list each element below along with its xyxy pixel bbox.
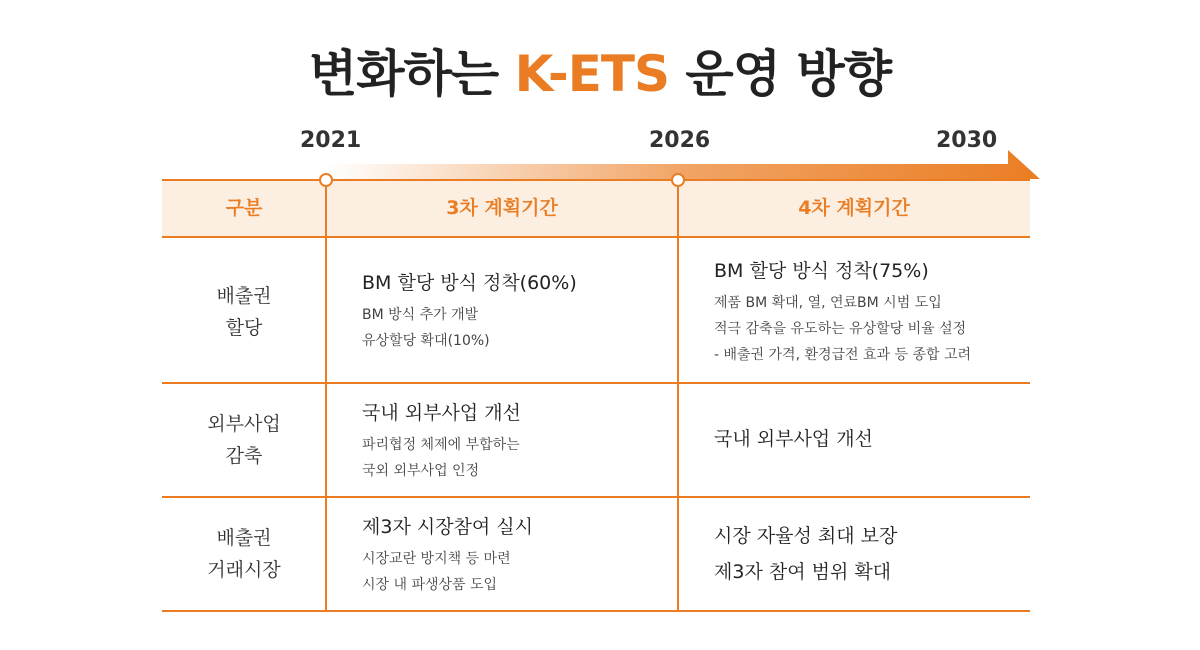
cell-sub-text: 국외 외부사업 인정 bbox=[362, 463, 480, 479]
cell-sub-text: 파리협정 체제에 부합하는 bbox=[362, 437, 520, 453]
row-label-market bbox=[162, 522, 326, 586]
column-divider bbox=[677, 180, 679, 612]
title-accent: K-ETS bbox=[514, 45, 670, 103]
cell-sub-text: 시장교란 방지책 등 마련 bbox=[362, 551, 511, 567]
cell-main-text: 시장 자율성 최대 보장 bbox=[714, 525, 898, 547]
header-bottom-border bbox=[162, 236, 1030, 238]
cell-main-text: 제3자 참여 범위 확대 bbox=[714, 561, 892, 583]
cell-market-phase4 bbox=[714, 518, 897, 590]
cell-offset-phase3 bbox=[362, 400, 521, 484]
row-label-line: 할당 bbox=[225, 317, 263, 339]
year-2026: 2026 bbox=[649, 128, 711, 153]
year-2021: 2021 bbox=[300, 128, 362, 153]
cell-main-text: 제3자 시장참여 실시 bbox=[362, 516, 533, 538]
cell-sub-text: 시장 내 파생상품 도입 bbox=[362, 577, 498, 593]
title-prefix: 변화하는 bbox=[308, 45, 515, 103]
cell-sub-text: BM 방식 추가 개발 bbox=[362, 307, 479, 323]
row-label-line: 거래시장 bbox=[207, 559, 281, 581]
row-label-line: 배출권 bbox=[216, 527, 272, 549]
timeline-arrow bbox=[0, 0, 1200, 200]
timeline-marker-2026 bbox=[671, 173, 685, 187]
cell-offset-phase4 bbox=[714, 421, 873, 457]
table-bottom-border bbox=[162, 610, 1030, 612]
row-divider bbox=[162, 382, 1030, 384]
cell-allocation-phase4 bbox=[714, 258, 971, 368]
cell-sub-text: - 배출권 가격, 환경급전 효과 등 종합 고려 bbox=[714, 347, 972, 363]
timeline-marker-2021 bbox=[319, 173, 333, 187]
row-divider bbox=[162, 496, 1030, 498]
header-category: 구분 bbox=[225, 197, 263, 219]
title-suffix: 운영 방향 bbox=[669, 45, 892, 103]
cell-main-text: 국내 외부사업 개선 bbox=[714, 428, 873, 450]
cell-market-phase3 bbox=[362, 514, 533, 598]
table-top-border bbox=[162, 179, 1030, 181]
cell-main-text: 국내 외부사업 개선 bbox=[362, 402, 521, 424]
cell-sub-text: 적극 감축을 유도하는 유상할당 비율 설정 bbox=[714, 321, 967, 337]
header-phase4: 4차 계획기간 bbox=[798, 197, 910, 219]
row-label-line: 감축 bbox=[225, 445, 263, 467]
cell-main-text: BM 할당 방식 정착(75%) bbox=[714, 260, 929, 282]
cell-sub-text: 유상할당 확대(10%) bbox=[362, 333, 490, 349]
cell-main-text: BM 할당 방식 정착(60%) bbox=[362, 272, 577, 294]
row-label-line: 배출권 bbox=[216, 285, 272, 307]
header-phase3: 3차 계획기간 bbox=[446, 197, 558, 219]
cell-allocation-phase3 bbox=[362, 270, 577, 354]
year-2030: 2030 bbox=[936, 128, 998, 153]
row-label-line: 외부사업 bbox=[207, 413, 281, 435]
row-label-offset bbox=[162, 408, 326, 472]
cell-sub-text: 제품 BM 확대, 열, 연료BM 시범 도입 bbox=[714, 295, 942, 311]
row-label-allocation bbox=[162, 280, 326, 344]
